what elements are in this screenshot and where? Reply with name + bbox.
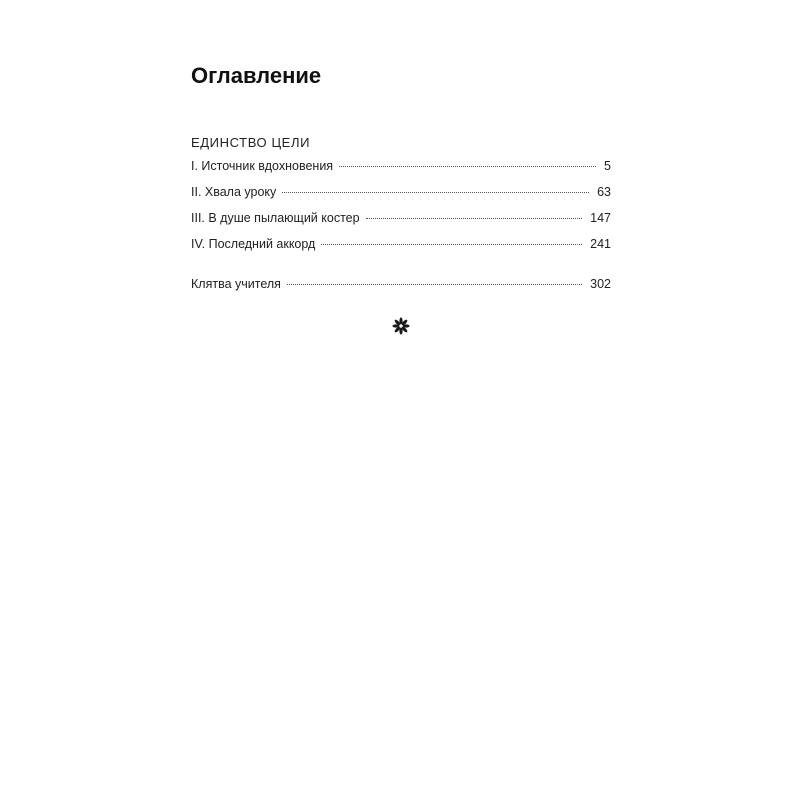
toc-entry-label: IV. Последний аккорд: [191, 237, 316, 251]
dot-leader: [287, 284, 582, 285]
toc-entry-chapter-1[interactable]: [191, 158, 611, 184]
toc-entry-page-number: 147: [590, 211, 611, 225]
toc-entry-label: III. В душе пылающий костер: [191, 211, 360, 225]
toc-entry-label: I. Источник вдохновения: [191, 159, 334, 173]
toc-entry-page-number: 302: [590, 277, 611, 291]
page-title: Оглавление: [191, 63, 322, 88]
dot-leader: [321, 244, 582, 245]
toc-entry-teacher-oath[interactable]: [191, 276, 611, 302]
toc-entry-page-number: 5: [604, 159, 611, 173]
toc-entry-label: Клятва учителя: [191, 277, 281, 291]
chapter-list: [191, 158, 611, 262]
toc-entry-chapter-4[interactable]: [191, 236, 611, 262]
appendix-list: [191, 276, 611, 302]
dot-leader: [366, 218, 583, 219]
toc-entry-chapter-2[interactable]: [191, 184, 611, 210]
toc-entry-page-number: 241: [590, 237, 611, 251]
toc-entry-label: II. Хвала уроку: [191, 185, 277, 199]
dot-leader: [339, 166, 596, 167]
asterism-flower-icon: [391, 316, 411, 336]
toc-entry-page-number: 63: [597, 185, 611, 199]
toc-entry-chapter-3[interactable]: [191, 210, 611, 236]
dot-leader: [282, 192, 589, 193]
section-heading: ЕДИНСТВО ЦЕЛИ: [191, 135, 311, 150]
